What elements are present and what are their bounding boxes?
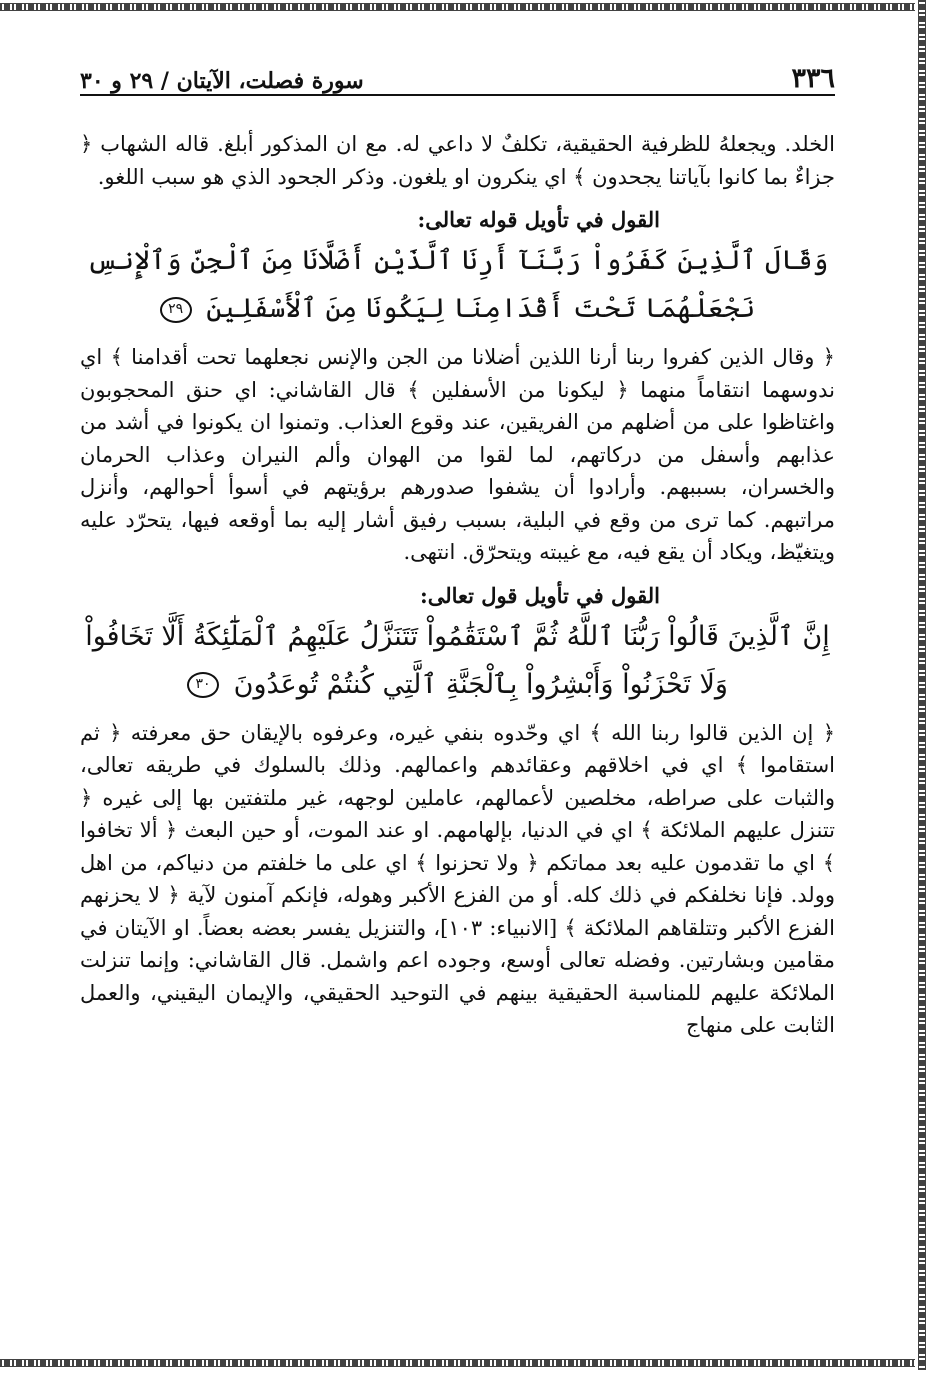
paragraph-commentary-30: ﴿ إن الذين قالوا ربنا الله ﴾ اي وحّدوه بنفي غيره، وعرفوه بالإيقان حق معرفته ﴿ ثم استقاموا ﴾ اي في اخلاقهم وعقائدهم واعمالهم. وذلك بالسلوك في طريقه تعالى، والثبات على صراطه، مخلصين لأعمالهم، عاملين لوجهه، غير ملتفتين بها إلى غيره ﴿ تتنزل عليهم الملائكة ﴾ اي في الدنيا، بإلهامهم. او عند الموت، أو حين البعث ﴿ ألا تخافوا ﴾ اي ما تقدمون عليه بعد مماتكم ﴿ ولا تحزنوا ﴾ اي على ما خلفتم من دنياكم، من اهل وولد. فإنا نخلفكم في ذلك كله. أو من الفزع الأكبر وهوله، فإنكم آمنون لآية ﴿ لا يحزنهم الفزع الأكبر وتتلقاهم الملائكة ﴾ [الانبياء: ١٠٣]، والتنزيل يفسر بعضه بعضاً. او الآيتان في مقامين وبشارتين. وفضله تعالى أوسع، وجوده اعم واشمل. قال القاشاني: وإنما تنزلت الملائكة عليهم للمناسبة الحقيقية بينهم في التوحيد الحقيقي، والإيمان اليقيني، والعمل الثابت على منهاج xyxy=(80,720,836,1037)
quran-verse-30 xyxy=(80,613,835,709)
verse-number-badge: ٢٩ xyxy=(160,297,192,323)
verse-number-badge: ٣٠ xyxy=(187,672,219,698)
top-border xyxy=(0,0,940,14)
section-heading-2: القول في تأويل قول تعالى: xyxy=(419,582,660,608)
page-content xyxy=(80,60,835,1042)
page-header xyxy=(80,60,835,96)
paragraph-commentary-29: ﴿ وقال الذين كفروا ربنا أرنا اللذين أضلانا من الجن والإنس نجعلهما تحت أقدامنا ﴾ اي ندوسهما انتقاماً منهما ﴿ ليكونا من الأسفلين ﴾ قال القاشاني: اي حنق المحجوبون واغتاظوا على من أضلهم من الفريقين، عند وقوع العذاب. وتمنوا ان يكونوا في أشد من عذابهم وأسفل من دركاتهم، لما لقوا من الهوان وألم النيران وعذاب الحرمان والخسران، بسببهم. وأرادوا أن يشفوا صدورهم برؤيتهم في أسوأ أحوالهم، وأنزل مراتبهم. كما ترى من وقع في البلية، بسبب رفيق أشار إليه بما أوقعه فيها، يتحرّد عليه ويتغيّظ، ويكاد أن يقع فيه، مع غيبته ويتحرّق. انتهى. xyxy=(80,345,835,564)
section-heading-1: القول في تأويل قوله تعالى: xyxy=(417,207,660,232)
quran-verse-29 xyxy=(80,237,835,333)
right-border xyxy=(915,0,929,1370)
bottom-border xyxy=(0,1356,940,1370)
verse-text: إِنَّ ٱلَّذِينَ قَالُواْ رَبُّنَا ٱللَّهُ ثُمَّ ٱسْتَقَٰمُواْ تَتَنَزَّلُ عَلَيْهِمُ ٱلْمَلَٰٓئِكَةُ أَلَّا تَخَافُواْ وَلَا تَحْزَنُواْ وَأَبْشِرُواْ بِٱلْجَنَّةِ ٱلَّتِي كُنتُمْ تُوعَدُونَ xyxy=(85,620,830,700)
page-number: ٣٣٦ xyxy=(791,63,835,94)
paragraph-intro: الخلد. ويجعلهُ للظرفية الحقيقية، تكلفٌ لا داعي له. مع ان المذكور أبلغ. قاله الشهاب ﴿ جزاءٌ بما كانوا بآياتنا يجحدون ﴾ اي ينكرون او يلغون. وذكر الجحود الذي هو سبب اللغو. xyxy=(80,132,835,189)
header-title: سورة فصلت، الآيتان / ٢٩ و ٣٠ xyxy=(80,68,364,94)
verse-text: وَقَالَ ٱلَّذِينَ كَفَرُواْ رَبَّنَآ أَرِنَا ٱلَّذَيْنِ أَضَلَّانَا مِنَ ٱلْجِنِّ وَٱلْإِنسِ نَجْعَلْهُمَا تَحْتَ أَقْدَامِنَا لِيَكُونَا مِنَ ٱلْأَسْفَلِينَ xyxy=(86,245,829,324)
